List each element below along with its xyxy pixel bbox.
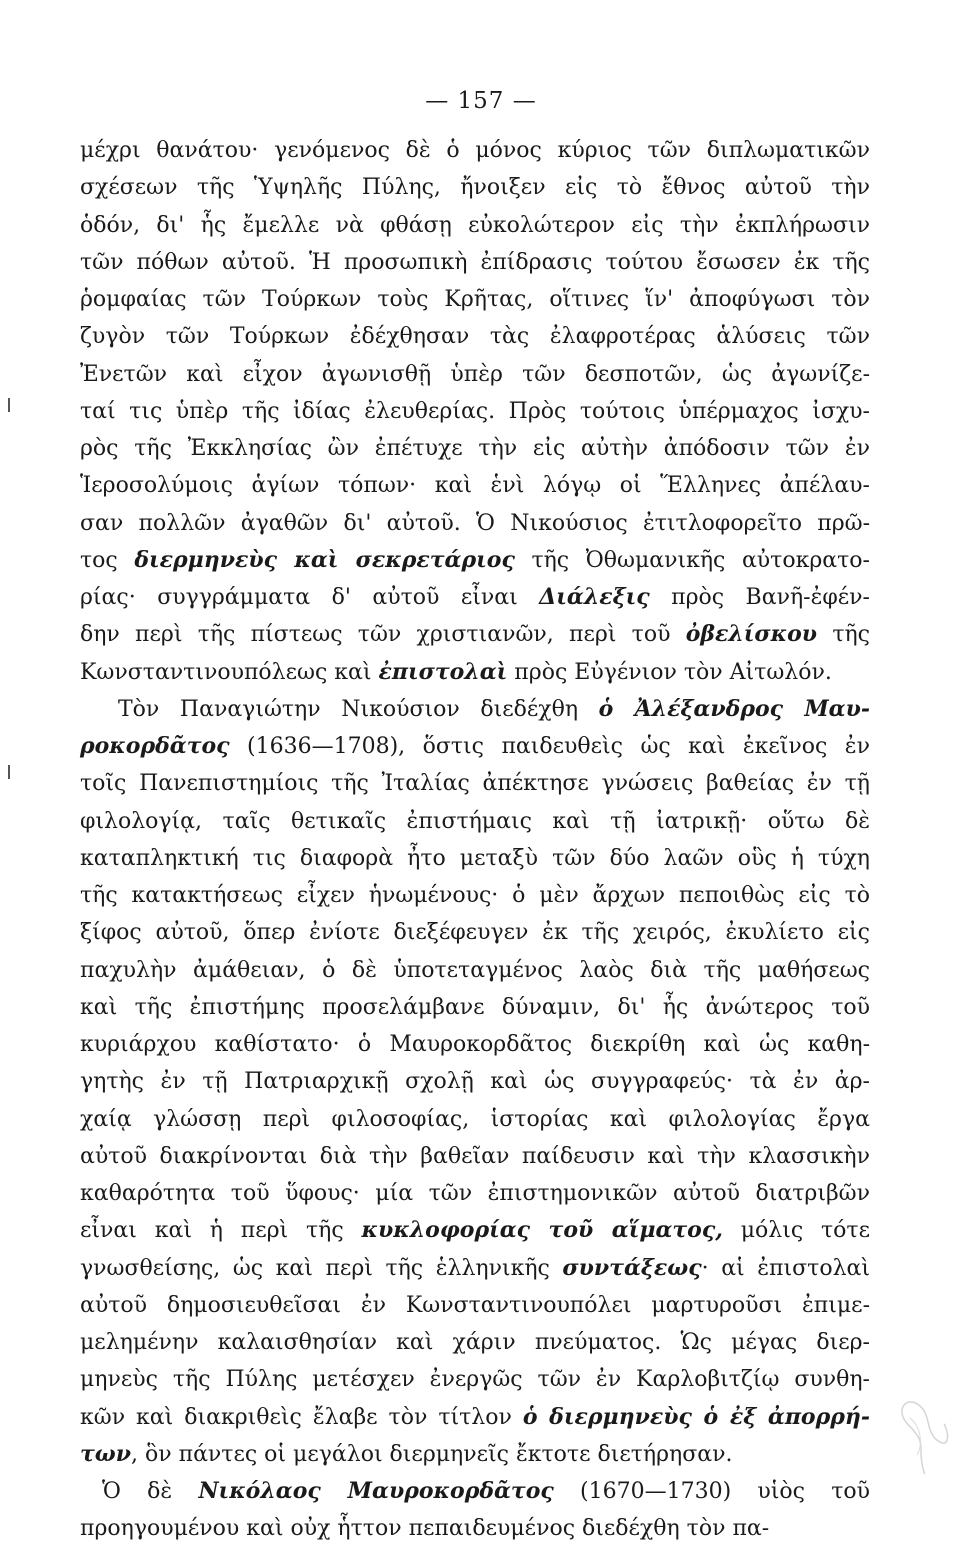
text-span: φιλολογίᾳ, ταῖς θετικαῖς ἐπιστήμαις καὶ τῇ ἰατρικῇ· οὕτω δὲ xyxy=(80,808,870,834)
text-line xyxy=(80,989,870,1026)
emphasized-text: Διάλεξις xyxy=(539,584,650,610)
text-span: τῶν πόθων αὐτοῦ. Ἡ προσωπικὴ ἐπίδρασις τούτου ἔσωσεν ἐκ τῆς xyxy=(80,249,870,275)
text-line xyxy=(80,1101,870,1138)
body-text xyxy=(80,132,870,1548)
text-span: πρὸς Εὐγένιον τὸν Αἰτωλόν. xyxy=(507,659,832,685)
emphasized-text: ὀβελίσκου xyxy=(685,621,818,648)
text-span: γνωσθείσης, ὡς καὶ περὶ τῆς ἑλληνικῆς xyxy=(80,1255,563,1281)
page-number: — 157 — xyxy=(425,88,537,114)
text-line xyxy=(80,1250,870,1287)
text-span: μόλις τότε xyxy=(722,1218,870,1244)
text-span: ζυγὸν τῶν Τούρκων ἐδέχθησαν τὰς ἐλαφροτέρας ἁλύσεις τῶν xyxy=(80,324,870,350)
text-span: Τὸν Παναγιώτην Νικούσιον διεδέχθη xyxy=(118,696,599,722)
text-span: · αἱ ἐπιστολαὶ xyxy=(701,1255,870,1281)
text-span: σχέσεων τῆς Ὑψηλῆς Πύλης, ἤνοιξεν εἰς τὸ ἔθνος αὐτοῦ τὴν xyxy=(80,175,870,201)
text-span: αὐτοῦ δημοσιευθεῖσαι ἐν Κωνσταντινουπόλει μαρτυροῦσι ἐπιμε- xyxy=(80,1292,870,1318)
text-span: τοῖς Πανεπιστημίοις τῆς Ἰταλίας ἀπέκτησε γνώσεις βαθείας ἐν τῇ xyxy=(80,771,870,797)
text-span: Ἱεροσολύμοις ἁγίων τόπων· καὶ ἑνὶ λόγῳ οἱ Ἕλληνες ἀπέλαυ- xyxy=(80,473,870,499)
text-line xyxy=(80,207,870,244)
text-span: ρίας· συγγράμματα δ' αὐτοῦ εἶναι xyxy=(80,585,540,610)
text-line xyxy=(80,356,870,393)
text-span: (1670—1730) υἱὸς τοῦ xyxy=(553,1479,871,1504)
text-line xyxy=(80,1436,870,1473)
text-span: κυριάρχου καθίστατο· ὁ Μαυροκορδᾶτος διεκρίθη καὶ ὡς καθη- xyxy=(80,1032,870,1057)
text-span: σαν πολλῶν ἀγαθῶν δι' αὐτοῦ. Ὁ Νικούσιος ἐτιτλοφορεῖτο πρῶ- xyxy=(80,510,870,536)
text-span: ρὸς τῆς Ἐκκλησίας ὢν ἐπέτυχε τὴν εἰς αὐτὴν ἀπόδοσιν τῶν ἐν xyxy=(80,436,870,461)
text-span: κῶν καὶ διακριθεὶς ἔλαβε τὸν τίτλον xyxy=(80,1404,523,1430)
text-span: προηγουμένου καὶ οὐχ ἧττον πεπαιδευμένος διεδέχθη τὸν πα- xyxy=(80,1516,770,1542)
text-span: τῆς xyxy=(817,622,870,648)
emphasized-text: ἐπιστολαὶ xyxy=(378,658,508,685)
text-line xyxy=(80,914,870,951)
text-span: χαίᾳ γλώσσῃ περὶ φιλοσοφίας, ἱστορίας καὶ φιλολογίας ἔργα xyxy=(80,1106,870,1132)
text-line xyxy=(80,1063,870,1100)
text-line xyxy=(80,169,870,206)
emphasized-text: ὁ Ἀλέξανδρος Μαυ- xyxy=(598,695,870,722)
text-span: εἶναι καὶ ἡ περὶ τῆς xyxy=(80,1218,362,1244)
text-line xyxy=(80,1138,870,1175)
emphasized-text: διερμηνεὺς καὶ σεκρετάριος xyxy=(134,546,515,573)
text-span: παχυλὴν ἀμάθειαν, ὁ δὲ ὑποτεταγμένος λαὸς διὰ τῆς μαθήσεως xyxy=(80,957,870,983)
emphasized-text: συντάξεως xyxy=(562,1254,702,1281)
text-line xyxy=(80,1287,870,1324)
handwritten-signature xyxy=(865,1372,962,1488)
text-line xyxy=(80,840,870,877)
emphasized-text: των xyxy=(80,1440,132,1467)
text-line xyxy=(80,1324,870,1361)
text-span: Ὁ δὲ xyxy=(102,1479,199,1504)
text-span: Ἐνετῶν καὶ εἶχον ἀγωνισθῇ ὑπὲρ τῶν δεσποτῶν, ὡς ἀγωνίζε- xyxy=(80,361,870,387)
text-line xyxy=(80,654,870,691)
text-span: δην περὶ τῆς πίστεως τῶν χριστιανῶν, περὶ τοῦ xyxy=(80,622,686,648)
text-line xyxy=(80,430,870,467)
text-span: πρὸς Βανῆ-ἐφέν- xyxy=(649,585,870,610)
text-line xyxy=(80,1399,870,1436)
margin-mark xyxy=(8,398,10,412)
text-span: καθαρότητα τοῦ ὕφους· μία τῶν ἐπιστημονικῶν αὐτοῦ διατριβῶν xyxy=(80,1181,870,1206)
text-span: ξίφος αὐτοῦ, ὅπερ ἐνίοτε διεξέφευγεν ἐκ τῆς χειρός, ἐκυλίετο εἰς xyxy=(80,920,870,946)
text-line xyxy=(80,765,870,802)
text-span: ῥομφαίας τῶν Τούρκων τοὺς Κρῆτας, οἵτινες ἵν' ἀποφύγωσι τὸν xyxy=(80,287,870,312)
text-line xyxy=(80,1026,870,1063)
text-line xyxy=(80,505,870,542)
text-span: ταί τις ὑπὲρ τῆς ἰδίας ἐλευθερίας. Πρὸς τούτοις ὑπέρμαχος ἰσχυ- xyxy=(80,398,870,424)
text-line xyxy=(80,318,870,355)
text-line xyxy=(80,1510,870,1547)
text-line xyxy=(80,244,870,281)
text-span: καταπληκτική τις διαφορὰ ἦτο μεταξὺ τῶν δύο λαῶν οὓς ἡ τύχη xyxy=(80,845,870,871)
text-span: μηνεὺς τῆς Πύλης μετέσχεν ἐνεργῶς τῶν ἐν Καρλοβιτζίῳ συνθη- xyxy=(80,1367,870,1393)
text-line xyxy=(80,952,870,989)
text-line xyxy=(80,132,870,169)
text-span: καὶ τῆς ἐπιστήμης προσελάμβανε δύναμιν, δι' ἧς ἀνώτερος τοῦ xyxy=(80,994,870,1020)
text-line xyxy=(80,1212,870,1249)
text-line xyxy=(80,1361,870,1398)
text-span: τῆς Ὀθωμανικῆς αὐτοκρατο- xyxy=(514,547,870,573)
margin-mark xyxy=(8,765,10,779)
emphasized-text: ὁ διερμηνεὺς ὁ ἐξ ἀπορρή- xyxy=(522,1403,870,1430)
text-span: Κωνσταντινουπόλεως καὶ xyxy=(80,659,379,685)
text-span: , ὃν πάντες οἱ μεγάλοι διερμηνεῖς ἔκτοτε διετήρησαν. xyxy=(131,1441,733,1467)
emphasized-text: Νικόλαος Μαυροκορδᾶτος xyxy=(198,1478,554,1504)
text-line xyxy=(80,467,870,504)
text-line xyxy=(80,1175,870,1212)
text-span: (1636—1708), ὅστις παιδευθεὶς ὡς καὶ ἐκεῖνος ἐν xyxy=(229,734,870,759)
emphasized-text: κυκλοφορίας τοῦ αἵματος, xyxy=(361,1217,723,1244)
text-line xyxy=(80,579,870,616)
text-line xyxy=(80,691,870,728)
text-span: τος xyxy=(80,547,135,573)
text-line xyxy=(80,281,870,318)
text-span: ὁδόν, δι' ἧς ἔμελλε νὰ φθάσῃ εὐκολώτερον εἰς τὴν ἐκπλήρωσιν xyxy=(80,212,870,238)
text-line xyxy=(80,542,870,579)
text-line xyxy=(80,1473,870,1510)
text-line xyxy=(80,616,870,653)
emphasized-text: ροκορδᾶτος xyxy=(80,733,230,759)
text-line xyxy=(80,803,870,840)
text-span: τῆς κατακτήσεως εἶχεν ἡνωμένους· ὁ μὲν ἄρχων πεποιθὼς εἰς τὸ xyxy=(80,883,870,908)
text-span: γητὴς ἐν τῇ Πατριαρχικῇ σχολῇ καὶ ὡς συγγραφεύς· τὰ ἐν ἀρ- xyxy=(80,1069,870,1095)
text-line xyxy=(80,877,870,914)
text-span: μέχρι θανάτου· γενόμενος δὲ ὁ μόνος κύριος τῶν διπλωματικῶν xyxy=(80,138,870,163)
text-line xyxy=(80,728,870,765)
text-line xyxy=(80,393,870,430)
text-span: μελημένην καλαισθησίαν καὶ χάριν πνεύματος. Ὡς μέγας διερ- xyxy=(80,1330,870,1355)
text-span: αὐτοῦ διακρίνονται διὰ τὴν βαθεῖαν παίδευσιν καὶ τὴν κλασσικὴν xyxy=(80,1143,870,1169)
